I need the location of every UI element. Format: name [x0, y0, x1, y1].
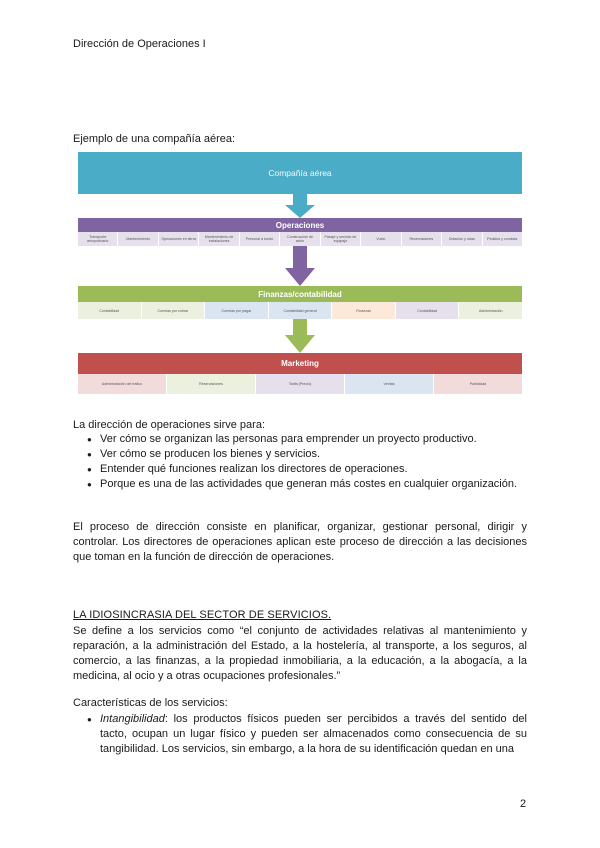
diagram-cell: Mantenimiento de instalaciones: [199, 232, 239, 246]
marketing-band: Marketing: [78, 353, 522, 374]
diagram-cell: Cuentas por pagar: [205, 302, 269, 319]
finanzas-band: Finanzas/contabilidad: [78, 286, 522, 302]
diagram-cell: Finanzas: [332, 302, 396, 319]
list-item: [73, 712, 527, 757]
diagram-cell: Dotación y rutas: [442, 232, 482, 246]
diagram-cell: Ventas: [345, 374, 434, 394]
diagram-cell: Publicidad: [434, 374, 522, 394]
company-band: Compañía aérea: [78, 152, 522, 194]
diagram-cell: Contabilidad: [78, 302, 142, 319]
diagram-cell: Reservaciones: [167, 374, 256, 394]
list-item: ● Porque es una de las actividades que generan más costes en cualquier organización.: [73, 477, 527, 492]
marketing-row: [78, 374, 522, 394]
page-header: Dirección de Operaciones I: [73, 38, 206, 50]
diagram-cell: Pedidos y comidas: [487, 237, 518, 241]
diagram-cell: Tarifa (Precio): [256, 374, 345, 394]
diagram-cell: Cuentas por cobrar: [142, 302, 206, 319]
section-title: LA IDIOSINCRASIA DEL SECTOR DE SERVICIOS.: [73, 609, 332, 621]
caracteristicas-list: [73, 712, 527, 757]
diagram-cell: Construcción de avión: [280, 232, 320, 246]
arrow-down-icon: [285, 319, 315, 353]
diagram-cell: Contabilidad general: [269, 302, 333, 319]
diagram-cell: Contabilidad: [396, 302, 460, 319]
paragraph-servicios: Se define a los servicios como “el conjunto de actividades relativas al mantenimiento y reparación, a la administración del Estado, a la hostelería, al transporte, a los seguros, al comercio, a las finanzas, a la propiedad inmobiliaria, a la educación, a la abogacía, a la medicina, al ocio y a otras ocupaciones profesionales.”: [73, 625, 527, 682]
operaciones-row: [78, 232, 522, 246]
diagram-cell: Pasaje y servicio de equipaje: [321, 232, 361, 246]
term: Intangibilidad: [100, 713, 165, 725]
diagram-cell: Vuelo: [361, 232, 401, 246]
diagram-cell: Personal a bordo: [240, 232, 280, 246]
diagram-cell: Mantenimiento: [118, 232, 158, 246]
paragraph-direccion: El proceso de dirección consiste en planificar, organizar, gestionar personal, dirigir y controlar. Los directores de operaciones aplican este proceso de dirección a las decisiones que toman en la función de dirección de operaciones.: [73, 521, 527, 563]
diagram-cell: Administración del tráfico: [78, 374, 167, 394]
org-diagram: [78, 152, 522, 398]
diagram-cell: Transporte aeroportuario: [78, 232, 118, 246]
finanzas-row: [78, 302, 522, 319]
diagram-cell: Administración: [459, 302, 522, 319]
caracteristicas-title: Características de los servicios:: [73, 697, 228, 709]
example-intro: Ejemplo de una compañía aérea:: [73, 133, 236, 145]
diagram-cell: Reservaciones: [402, 232, 442, 246]
lead-text: La dirección de operaciones sirve para:: [73, 419, 266, 431]
purpose-list: [73, 432, 527, 492]
term-text: : los productos físicos pueden ser percibidos a través del sentido del tacto, ocupan un lugar físico y pueden ser almacenados como consecuencia de su tangibilidad. Los servicios, sin embargo, a la hora de su identificación quedan en una: [100, 713, 527, 755]
arrow-down-icon: [285, 246, 315, 286]
list-item: ● Ver cómo se producen los bienes y servicios.: [73, 447, 527, 462]
diagram-cell: Operaciones en tierra: [159, 232, 199, 246]
list-item: ● Ver cómo se organizan las personas para emprender un proyecto productivo.: [73, 432, 527, 447]
operaciones-band: Operaciones: [78, 218, 522, 232]
arrow-down-icon: [285, 194, 315, 218]
page-number: 2: [520, 798, 527, 810]
list-item: ● Entender qué funciones realizan los directores de operaciones.: [73, 462, 527, 477]
